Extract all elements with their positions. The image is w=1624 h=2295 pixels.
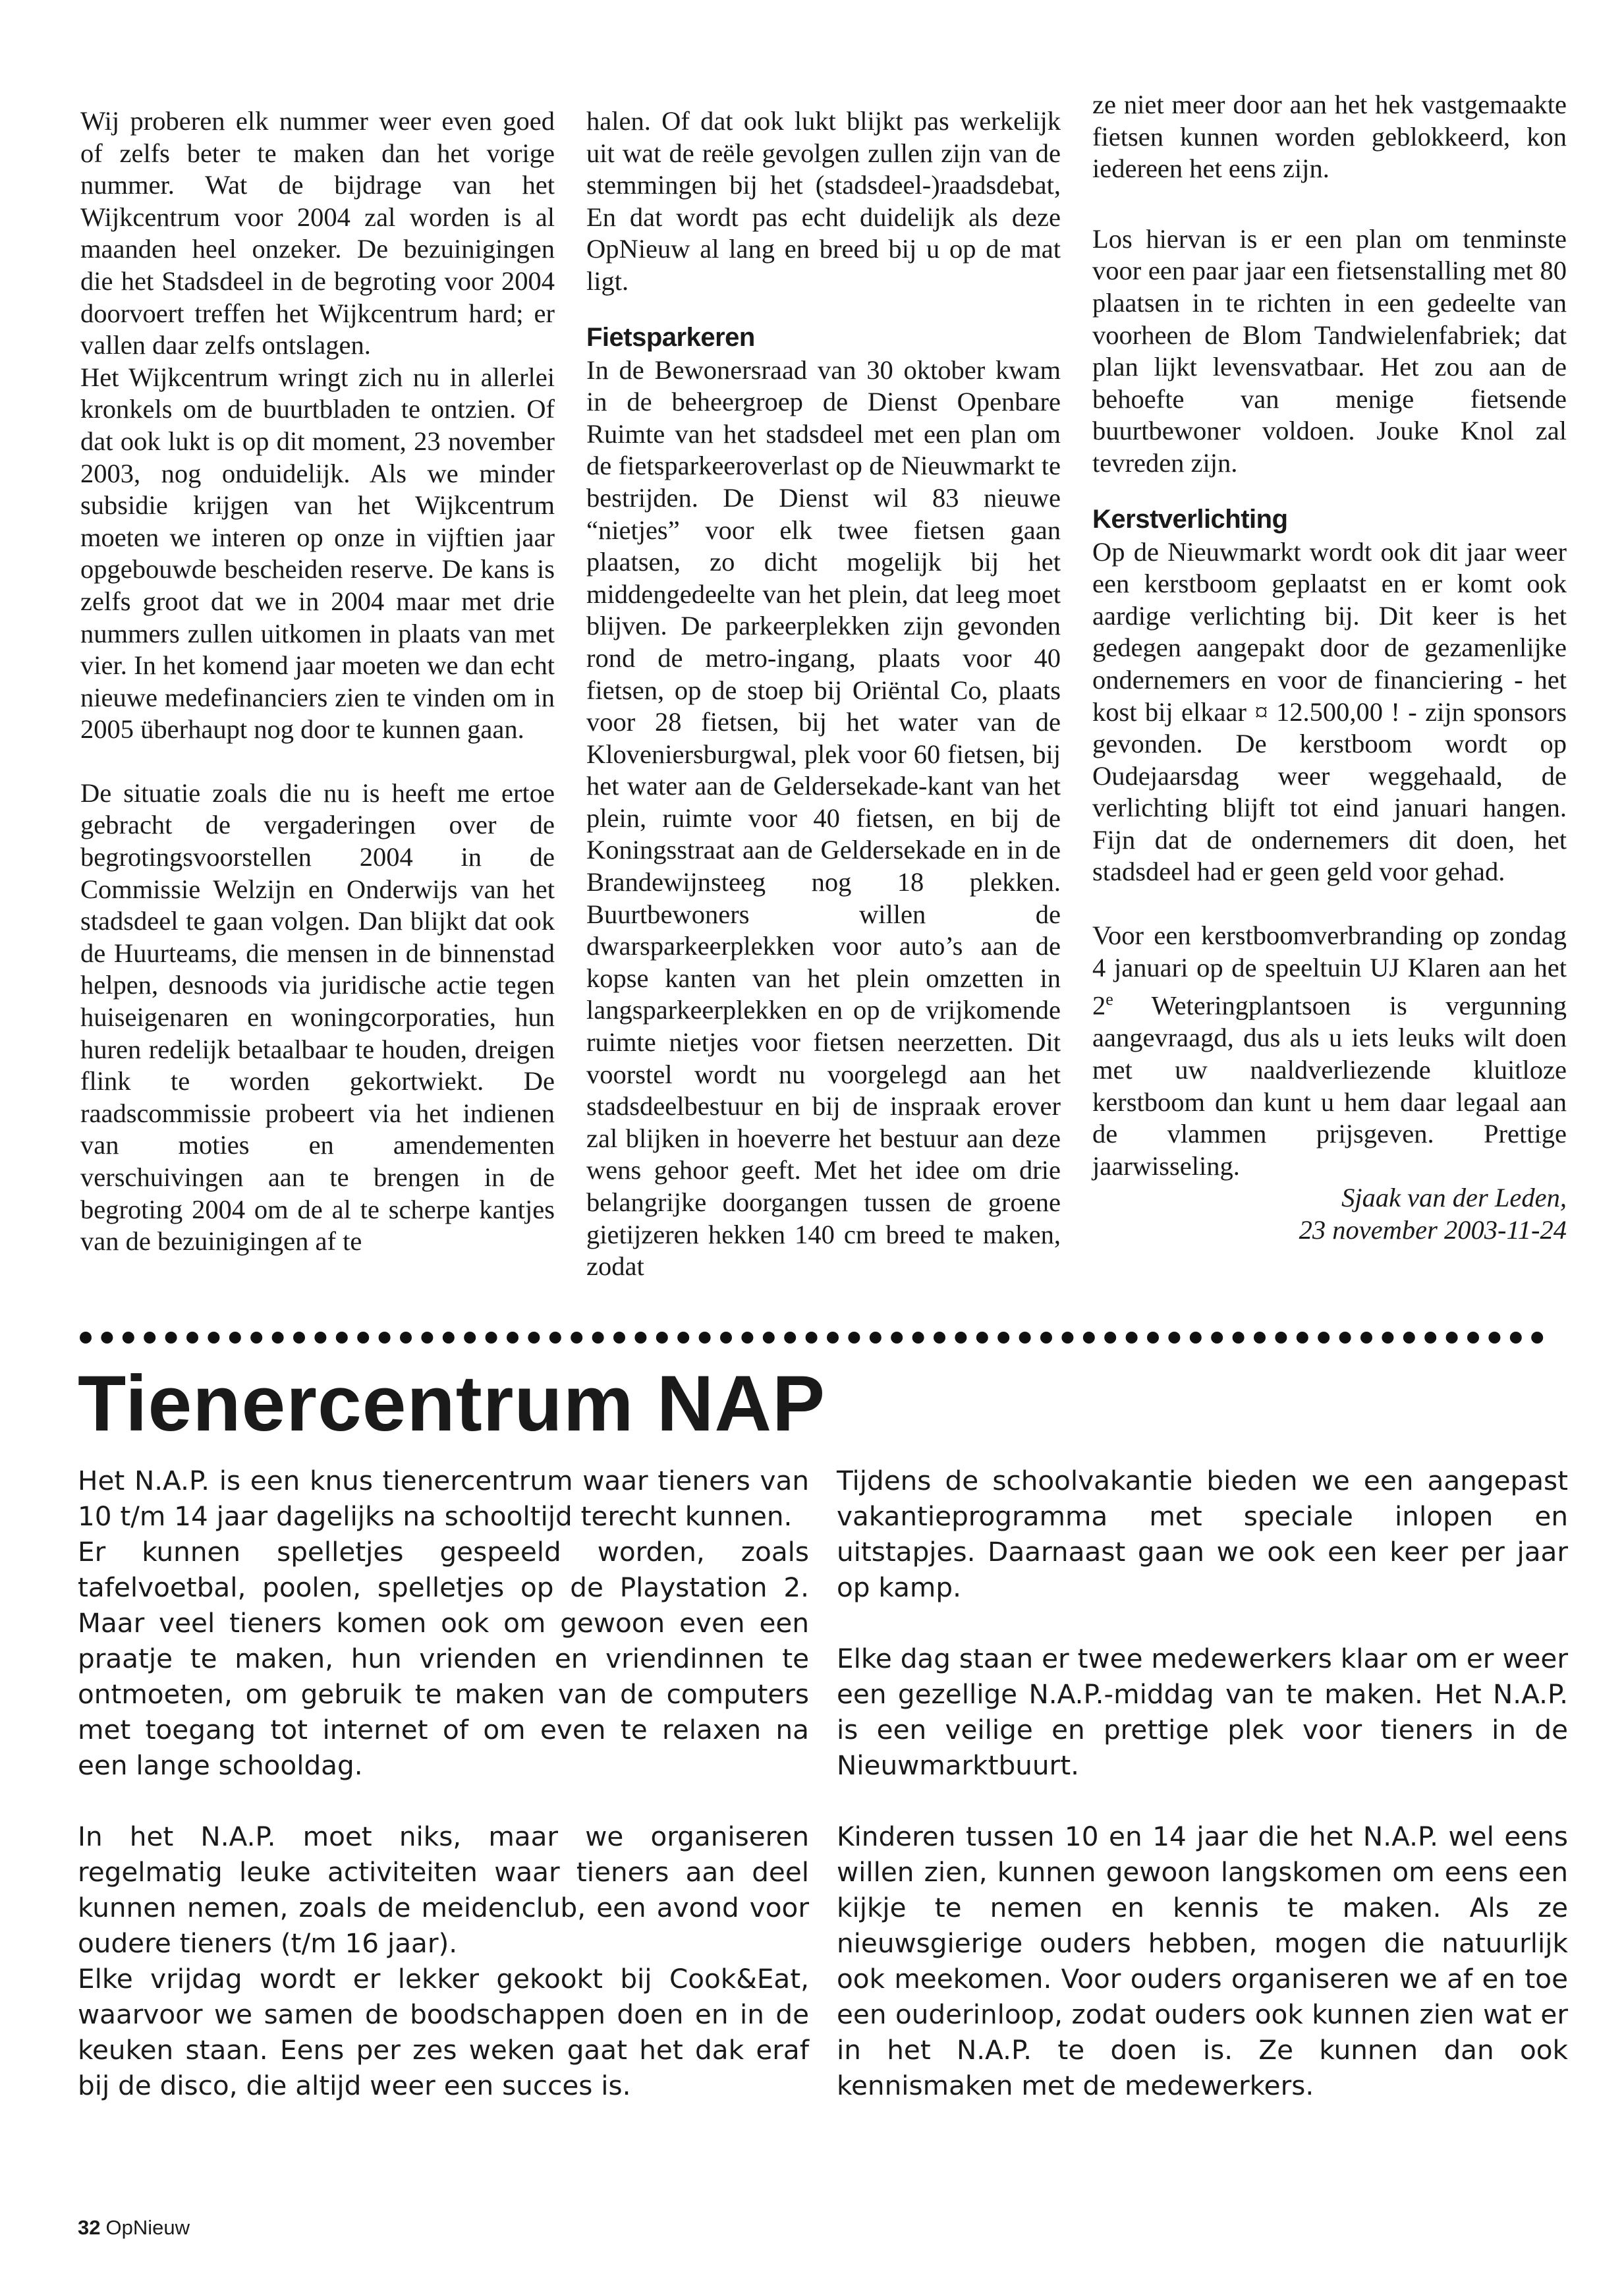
divider-dot bbox=[784, 1332, 796, 1344]
divider-dot bbox=[763, 1332, 775, 1344]
paragraph: halen. Of dat ook lukt blijkt pas werkelijk uit wat de reële gevolgen zullen zijn van de stemmingen bij het (stadsdeel-)raadsdebat, En dat wordt pas echt duidelijk als deze OpNieuw al lang en breed bij u op de mat ligt. bbox=[586, 106, 1061, 296]
divider-dot bbox=[507, 1332, 518, 1344]
divider-dot bbox=[955, 1332, 966, 1344]
divider-dot bbox=[123, 1332, 134, 1344]
nap-column-1 bbox=[78, 1463, 809, 2103]
dotted-divider bbox=[78, 1324, 1570, 1351]
divider-dot bbox=[1168, 1332, 1180, 1344]
divider-dot bbox=[357, 1332, 369, 1344]
divider-dot bbox=[165, 1332, 177, 1344]
paragraph: Het N.A.P. is een knus tienercentrum waar tieners van 10 t/m 14 jaar dagelijks na schooltijd terecht kunnen. bbox=[78, 1465, 809, 1532]
divider-dot bbox=[1424, 1332, 1436, 1344]
divider-dot bbox=[1104, 1332, 1116, 1344]
divider-dot bbox=[848, 1332, 860, 1344]
divider-dot bbox=[272, 1332, 284, 1344]
page-footer bbox=[78, 2216, 190, 2240]
divider-dot bbox=[1360, 1332, 1372, 1344]
paragraph: De situatie zoals die nu is heeft me ertoe gebracht de vergaderingen over de begrotingsvoorstellen 2004 in de Commissie Welzijn en Onderwijs van het stadsdeel te gaan volgen. Dan blijkt dat ook de Huurteams, die mensen in de binnenstad helpen, desnoods via juridische actie tegen huiseigenaren en woningcorporaties, hun huren redelijk betaalbaar te houden, dreigen flink te worden gekortwiekt. De raadscommissie probeert via het indienen van moties en amendementen verschuivingen aan te brengen in de begroting 2004 om de al te scherpe kantjes van de bezuinigingen af te bbox=[80, 778, 555, 1257]
divider-dot bbox=[1510, 1332, 1522, 1344]
article-title: Tienercentrum NAP bbox=[78, 1359, 826, 1448]
divider-dot bbox=[229, 1332, 241, 1344]
divider-dot bbox=[1446, 1332, 1458, 1344]
divider-dot bbox=[934, 1332, 945, 1344]
section-heading-kerstverlichting: Kerstverlichting bbox=[1092, 504, 1288, 534]
divider-dot bbox=[1318, 1332, 1330, 1344]
divider-dot bbox=[677, 1332, 689, 1344]
divider-dot bbox=[592, 1332, 604, 1344]
paragraph: Los hiervan is er een plan om tenminste voor een paar jaar een fietsenstalling met 80 plaatsen in te richten in een gedeelte van voorheen de Blom Tandwielenfabriek; dat plan lijkt levensvatbaar. Het zou aan de behoefte van menige fietsende buurtbewoner voldoen. Jouke Knol zal tevreden zijn. bbox=[1092, 223, 1567, 478]
divider-dot bbox=[1531, 1332, 1543, 1344]
divider-dot bbox=[720, 1332, 732, 1344]
article-column-3 bbox=[1092, 89, 1567, 1247]
paragraph bbox=[1092, 920, 1567, 1182]
divider-dot bbox=[634, 1332, 646, 1344]
superscript: e bbox=[1106, 990, 1113, 1009]
divider-dot bbox=[1233, 1332, 1245, 1344]
divider-dot bbox=[1147, 1332, 1159, 1344]
divider-dot bbox=[1467, 1332, 1479, 1344]
divider-dot bbox=[1083, 1332, 1095, 1344]
divider-dot bbox=[1190, 1332, 1202, 1344]
article-column-1 bbox=[80, 105, 555, 1258]
divider-dot bbox=[1275, 1332, 1287, 1344]
divider-dot bbox=[827, 1332, 839, 1344]
divider-dot bbox=[1126, 1332, 1138, 1344]
article-column-2 bbox=[586, 105, 1061, 1283]
divider-dot bbox=[976, 1332, 988, 1344]
nap-column-2 bbox=[837, 1463, 1568, 2103]
paragraph: Er kunnen spelletjes gespeeld worden, zoals tafelvoetbal, poolen, spelletjes op de Playstation 2. Maar veel tieners komen ook om gewoon even een praatje te maken, hun vrienden en vriendinnen te ontmoeten, om gebruik te maken van de computers met toegang tot internet of om even te relaxen na een lange schooldag. bbox=[78, 1536, 809, 1781]
divider-dot bbox=[1339, 1332, 1351, 1344]
divider-dot bbox=[806, 1332, 818, 1344]
signature-date: 23 november 2003-11-24 bbox=[1299, 1214, 1567, 1245]
divider-dot bbox=[571, 1332, 582, 1344]
divider-dot bbox=[549, 1332, 561, 1344]
divider-dot bbox=[101, 1332, 113, 1344]
divider-dot bbox=[1254, 1332, 1266, 1344]
divider-dot bbox=[293, 1332, 305, 1344]
divider-dot bbox=[613, 1332, 625, 1344]
paragraph: Elke dag staan er twee medewerkers klaar om er weer een gezellige N.A.P.-middag van te maken. Het N.A.P. is een veilige en prettige plek voor tieners in de Nieuwmarktbuurt. bbox=[837, 1643, 1568, 1781]
divider-dot bbox=[464, 1332, 476, 1344]
divider-dot bbox=[1488, 1332, 1500, 1344]
page-number: 32 bbox=[78, 2216, 101, 2239]
divider-dot bbox=[656, 1332, 668, 1344]
paragraph: Kinderen tussen 10 en 14 jaar die het N.A.P. wel eens willen zien, kunnen gewoon langskomen om eens een kijkje te nemen en kennis te maken. Als ze nieuwsgierige ouders hebben, mogen die natuurlijk ook meekomen. Voor ouders organiseren we af en toe een ouderinloop, zodat ouders ook kunnen zien wat er in het N.A.P. te doen is. Ze kunnen dan ook kennismaken met de medewerkers. bbox=[837, 1821, 1568, 2101]
divider-dot bbox=[1040, 1332, 1052, 1344]
divider-dot bbox=[443, 1332, 455, 1344]
divider-dot bbox=[421, 1332, 433, 1344]
divider-dot bbox=[186, 1332, 198, 1344]
paragraph: Het Wijkcentrum wringt zich nu in allerlei kronkels om de buurtbladen te ontzien. Of dat ook lukt is op dit moment, 23 november 2003, nog onduidelijk. Als we minder subsidie krijgen van het Wijkcentrum moeten we interen op onze in vijftien jaar opgebouwde bescheiden reserve. De kans is zelfs groot dat we in 2004 maar met drie nummers zullen uitkomen in plaats van met vier. In het komend jaar moeten we dan echt nieuwe medefinanciers zien te vinden om in 2005 überhaupt nog door te kunnen gaan. bbox=[80, 362, 555, 745]
divider-dot bbox=[891, 1332, 903, 1344]
divider-dot bbox=[997, 1332, 1009, 1344]
divider-dot bbox=[379, 1332, 391, 1344]
section-heading-fietsparkeren: Fietsparkeren bbox=[586, 322, 755, 352]
paragraph: Tijdens de schoolvakantie bieden we een aangepast vakantieprogramma met speciale inlopen en uitstapjes. Daarnaast gaan we ook een keer per jaar op kamp. bbox=[837, 1465, 1568, 1603]
divider-dot bbox=[486, 1332, 497, 1344]
divider-dot bbox=[80, 1332, 92, 1344]
paragraph: Wij proberen elk nummer weer even goed of zelfs beter te maken dan het vorige nummer. Wat de bijdrage van het Wijkcentrum voor 2004 zal worden is al maanden heel onzeker. De bezuinigingen die het Stadsdeel in de begroting voor 2004 doorvoert treffen het Wijkcentrum hard; er vallen daar zelfs ontslagen. bbox=[80, 106, 555, 360]
divider-dot bbox=[528, 1332, 540, 1344]
divider-dot bbox=[314, 1332, 326, 1344]
divider-dot bbox=[400, 1332, 412, 1344]
divider-dot bbox=[250, 1332, 262, 1344]
paragraph: ze niet meer door aan het hek vastgemaakte fietsen kunnen worden geblokkeerd, kon iedereen het eens zijn. bbox=[1092, 90, 1567, 184]
divider-dot bbox=[144, 1332, 155, 1344]
divider-dot bbox=[1403, 1332, 1415, 1344]
divider-dot bbox=[1382, 1332, 1393, 1344]
divider-dot bbox=[870, 1332, 882, 1344]
publication-name: OpNieuw bbox=[105, 2216, 190, 2239]
divider-dot bbox=[1061, 1332, 1073, 1344]
signature-name: Sjaak van der Leden, bbox=[1341, 1183, 1567, 1213]
paragraph: Op de Nieuwmarkt wordt ook dit jaar weer een kerstboom geplaatst en er komt ook aardige verlichting bij. Dit keer is het gedegen aangepakt door de gezamenlijke ondernemers en voor de financiering - het kost bij elkaar ¤ 12.500,00 ! - zijn sponsors gevonden. De kerstboom wordt op Oudejaarsdag weer weggehaald, de verlichting blijft tot eind januari hangen. Fijn dat de ondernemers dit doen, het stadsdeel had er geen geld voor gehad. bbox=[1092, 536, 1567, 887]
divider-dot bbox=[1211, 1332, 1223, 1344]
text-run: Weteringplantsoen is vergunning aangevraagd, dus als u iets leuks wilt doen met uw naaldverliezende kluitloze kerstboom dan kunt u hem daar legaal aan de vlammen prijsgeven. Prettige jaarwisseling. bbox=[1092, 990, 1567, 1181]
paragraph: Elke vrijdag wordt er lekker gekookt bij Cook&Eat, waarvoor we samen de boodschappen doen en in de keuken staan. Eens per zes weken gaat het dak eraf bij de disco, die altijd weer een succes is. bbox=[78, 1963, 809, 2101]
divider-dot bbox=[1297, 1332, 1308, 1344]
divider-dot bbox=[741, 1332, 753, 1344]
divider-dot bbox=[336, 1332, 348, 1344]
divider-dot bbox=[912, 1332, 924, 1344]
paragraph: In het N.A.P. moet niks, maar we organiseren regelmatig leuke activiteiten waar tieners aan deel kunnen nemen, zoals de meidenclub, een avond voor oudere tieners (t/m 16 jaar). bbox=[78, 1821, 809, 1959]
divider-dot bbox=[699, 1332, 711, 1344]
paragraph: In de Bewonersraad van 30 oktober kwam in de beheergroep de Dienst Openbare Ruimte van het stadsdeel met een plan om de fietsparkeeroverlast op de Nieuwmarkt te bestrijden. De Dienst wil 83 nieuwe “nietjes” voor elk twee fietsen gaan plaatsen, zo dicht mogelijk bij het middengedeelte van het plein, dat leeg moet blijven. De parkeerplekken zijn gevonden rond de metro-ingang, plaats voor 40 fietsen, op de stoep bij Oriëntal Co, plaats voor 28 fietsen, bij het water van de Kloveniersburgwal, plek voor 60 fietsen, bij het water aan de Geldersekade-kant van het plein, ruimte voor 40 fietsen, en bij de Koningsstraat aan de Geldersekade en in de Brandewijnsteeg nog 18 plekken. Buurtbewoners willen de dwarsparkeerplekken voor auto’s aan de kopse kanten van het plein omzetten in langsparkeerplekken en op de vrijkomende ruimte nietjes voor fietsen neerzetten. Dit voorstel wordt nu voorgelegd aan het stadsdeelbestuur en bij de inspraak erover zal blijken in hoeverre het bestuur aan deze wens gehoor geeft. Met het idee om drie belangrijke doorgangen tussen de groene gietijzeren hekken 140 cm breed te maken, zodat bbox=[586, 354, 1061, 1282]
divider-dot bbox=[1019, 1332, 1031, 1344]
divider-dot bbox=[208, 1332, 219, 1344]
text-run: Voor een kerstboomverbranding op zondag 4 januari op de speeltuin UJ Klaren aan het 2 bbox=[1092, 921, 1567, 1021]
